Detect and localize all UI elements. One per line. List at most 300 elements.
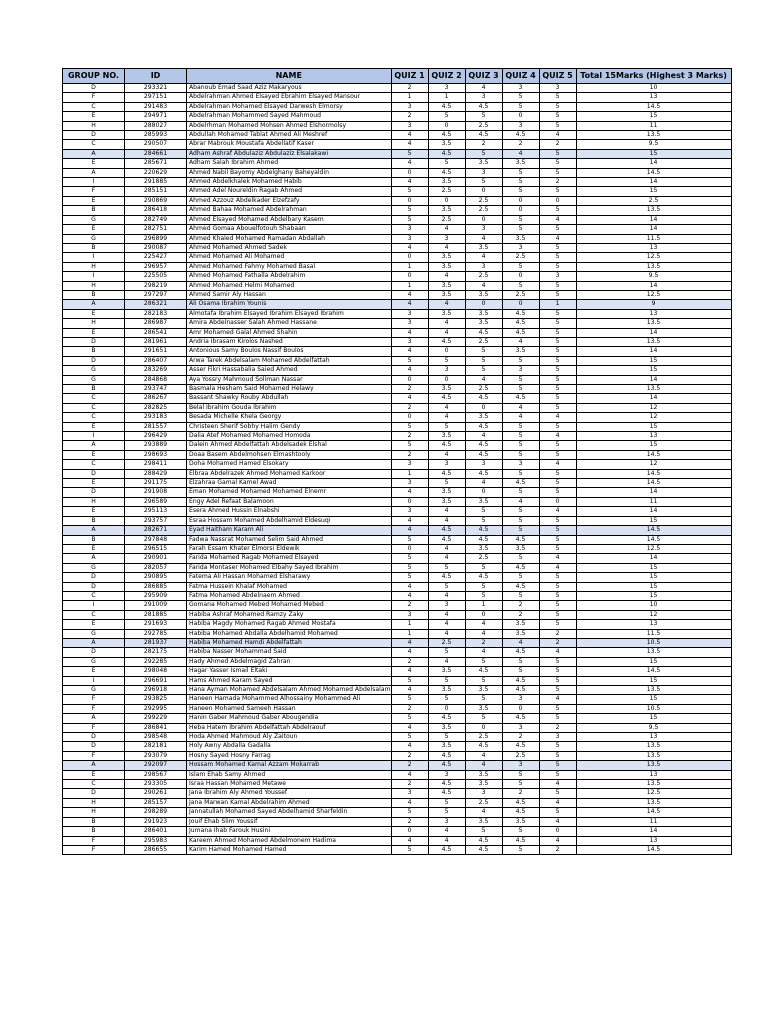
quiz-4-cell: 4.5 — [502, 563, 539, 572]
quiz-1-cell: 5 — [391, 714, 428, 723]
id-cell: 293825 — [125, 695, 187, 704]
quiz-2-cell: 4.5 — [428, 337, 465, 346]
quiz-3-cell: 4.5 — [465, 742, 502, 751]
id-cell: 297151 — [125, 93, 187, 102]
quiz-1-cell: 5 — [391, 206, 428, 215]
quiz-1-cell: 0 — [391, 827, 428, 836]
name-cell: Ahmed Gomaa Abouelfotouh Shabaan — [187, 225, 392, 234]
name-cell: Habiba Magdy Mohamed Ragab Ahmed Mostafa — [187, 620, 392, 629]
name-cell: Abdullah Mohamed Tablat Ahmed Ali Meshref — [187, 131, 392, 140]
name-cell: Ahmed Bahaa Mohamed Abdelrahman — [187, 206, 392, 215]
total-cell: 11.5 — [576, 629, 731, 638]
quiz-3-cell: 4.5 — [465, 441, 502, 450]
quiz-1-cell: 4 — [391, 582, 428, 591]
table-body — [63, 84, 732, 855]
quiz-5-cell: 5 — [539, 168, 576, 177]
id-cell: 298693 — [125, 450, 187, 459]
id-cell: 290261 — [125, 789, 187, 798]
table-row — [63, 413, 732, 422]
quiz-5-cell: 5 — [539, 526, 576, 535]
group-cell: G — [63, 366, 125, 375]
quiz-4-cell: 0 — [502, 704, 539, 713]
quiz-4-cell: 5 — [502, 356, 539, 365]
quiz-1-cell: 4 — [391, 648, 428, 657]
table-row — [63, 196, 732, 205]
quiz-1-cell: 2 — [391, 761, 428, 770]
quiz-5-cell: 4 — [539, 780, 576, 789]
total-cell: 13.5 — [576, 751, 731, 760]
quiz-2-cell: 2.5 — [428, 638, 465, 647]
quiz-2-cell: 4 — [428, 620, 465, 629]
id-cell: 286541 — [125, 328, 187, 337]
quiz-4-cell: 3.5 — [502, 234, 539, 243]
quiz-2-cell: 0 — [428, 196, 465, 205]
group-cell: B — [63, 243, 125, 252]
quiz-2-cell: 3 — [428, 234, 465, 243]
quiz-2-cell: 3 — [428, 817, 465, 826]
group-cell: E — [63, 507, 125, 516]
name-cell: Engy Adel Refaat Balamoon — [187, 497, 392, 506]
total-cell: 14.5 — [576, 469, 731, 478]
name-cell: Jouif Ehab Slim Youssif — [187, 817, 392, 826]
quiz-3-cell: 4.5 — [465, 328, 502, 337]
table-row — [63, 432, 732, 441]
quiz-1-cell: 3 — [391, 460, 428, 469]
quiz-5-cell: 5 — [539, 262, 576, 271]
quiz-5-cell: 4 — [539, 460, 576, 469]
total-cell: 13.5 — [576, 385, 731, 394]
table-row — [63, 676, 732, 685]
quiz-2-cell: 4.5 — [428, 469, 465, 478]
quiz-2-cell: 5 — [428, 582, 465, 591]
quiz-3-cell: 2.5 — [465, 272, 502, 281]
quiz-5-cell: 3 — [539, 733, 576, 742]
quiz-5-cell: 5 — [539, 535, 576, 544]
quiz-4-cell: 4 — [502, 149, 539, 158]
quiz-5-cell: 5 — [539, 761, 576, 770]
name-cell: Besada Michelle Khela Georgy — [187, 413, 392, 422]
group-cell: D — [63, 733, 125, 742]
id-cell: 286885 — [125, 582, 187, 591]
table-row — [63, 140, 732, 149]
name-cell: Abdelrhman Mohamed Mohsen Ahmed Elshormolsy — [187, 121, 392, 130]
group-cell: C — [63, 403, 125, 412]
quiz-5-cell: 5 — [539, 676, 576, 685]
name-cell: Ahmed Mohamed Ali Mohamed — [187, 253, 392, 262]
quiz-4-cell: 3 — [502, 366, 539, 375]
group-cell: A — [63, 441, 125, 450]
quiz-3-cell: 5 — [465, 563, 502, 572]
id-cell: 225427 — [125, 253, 187, 262]
group-cell: I — [63, 272, 125, 281]
name-cell: Dalia Atef Mohamed Mohamed Homoda — [187, 432, 392, 441]
total-cell: 15 — [576, 582, 731, 591]
name-cell: Esraa Hossam Mohamed Abdelhamid Eldesuqi — [187, 516, 392, 525]
table-row — [63, 450, 732, 459]
id-cell: 286655 — [125, 845, 187, 854]
quiz-2-cell: 3.5 — [428, 385, 465, 394]
quiz-2-cell: 4 — [428, 272, 465, 281]
quiz-5-cell: 5 — [539, 441, 576, 450]
name-cell: Ahmed Samir Aly Hassan — [187, 290, 392, 299]
quiz-1-cell: 1 — [391, 281, 428, 290]
quiz-2-cell: 4.5 — [428, 780, 465, 789]
quiz-1-cell: 2 — [391, 657, 428, 666]
quiz-3-cell: 4 — [465, 234, 502, 243]
total-cell: 15 — [576, 441, 731, 450]
id-cell: 220629 — [125, 168, 187, 177]
quiz-3-cell: 4.5 — [465, 836, 502, 845]
id-cell: 293889 — [125, 441, 187, 450]
group-cell: C — [63, 413, 125, 422]
quiz-4-cell: 5 — [502, 667, 539, 676]
group-cell: E — [63, 112, 125, 121]
header-quiz-5: QUIZ 5 — [539, 69, 576, 84]
quiz-1-cell: 2 — [391, 112, 428, 121]
group-cell: C — [63, 140, 125, 149]
name-cell: Ahmed Abdelkhalek Mohamed Habib — [187, 178, 392, 187]
quiz-2-cell: 4.5 — [428, 845, 465, 854]
table-row — [63, 544, 732, 553]
quiz-2-cell: 5 — [428, 648, 465, 657]
quiz-5-cell: 3 — [539, 84, 576, 93]
quiz-1-cell: 5 — [391, 733, 428, 742]
name-cell: Heba Hatem Ibrahim Abdelfattah Abdelraouf — [187, 723, 392, 732]
group-cell: F — [63, 187, 125, 196]
quiz-1-cell: 0 — [391, 497, 428, 506]
quiz-1-cell: 4 — [391, 591, 428, 600]
quiz-3-cell: 5 — [465, 695, 502, 704]
table-row — [63, 695, 732, 704]
quiz-4-cell: 5 — [502, 385, 539, 394]
quiz-3-cell: 5 — [465, 112, 502, 121]
quiz-3-cell: 4 — [465, 479, 502, 488]
quiz-4-cell: 2.5 — [502, 751, 539, 760]
quiz-5-cell: 0 — [539, 827, 576, 836]
quiz-4-cell: 2.5 — [502, 290, 539, 299]
quiz-2-cell: 4 — [428, 243, 465, 252]
quiz-2-cell: 5 — [428, 159, 465, 168]
quiz-5-cell: 5 — [539, 93, 576, 102]
group-cell: C — [63, 591, 125, 600]
quiz-1-cell: 1 — [391, 629, 428, 638]
total-cell: 11 — [576, 497, 731, 506]
total-cell: 14.5 — [576, 168, 731, 177]
id-cell: 292097 — [125, 761, 187, 770]
id-cell: 293183 — [125, 413, 187, 422]
quiz-3-cell: 4.5 — [465, 526, 502, 535]
id-cell: 293747 — [125, 385, 187, 394]
quiz-2-cell: 5 — [428, 808, 465, 817]
table-row — [63, 601, 732, 610]
quiz-4-cell: 4.5 — [502, 798, 539, 807]
quiz-3-cell: 3.5 — [465, 243, 502, 252]
table-row — [63, 102, 732, 111]
quiz-3-cell: 2.5 — [465, 554, 502, 563]
total-cell: 9.5 — [576, 140, 731, 149]
name-cell: Ahmed Nabil Bayomy Abdelghany Baheyaldin — [187, 168, 392, 177]
group-cell: E — [63, 159, 125, 168]
quiz-3-cell: 4.5 — [465, 450, 502, 459]
quiz-1-cell: 3 — [391, 337, 428, 346]
quiz-1-cell: 1 — [391, 93, 428, 102]
table-row — [63, 827, 732, 836]
group-cell: D — [63, 648, 125, 657]
quiz-3-cell: 4 — [465, 375, 502, 384]
quiz-1-cell: 5 — [391, 573, 428, 582]
quiz-1-cell: 4 — [391, 140, 428, 149]
quiz-5-cell: 2 — [539, 845, 576, 854]
quiz-4-cell: 5 — [502, 375, 539, 384]
id-cell: 296899 — [125, 234, 187, 243]
quiz-4-cell: 5 — [502, 526, 539, 535]
table-row — [63, 290, 732, 299]
id-cell: 282751 — [125, 225, 187, 234]
id-cell: 291175 — [125, 479, 187, 488]
quiz-3-cell: 2.5 — [465, 196, 502, 205]
quiz-3-cell: 4.5 — [465, 573, 502, 582]
quiz-1-cell: 3 — [391, 309, 428, 318]
table-row — [63, 573, 732, 582]
quiz-2-cell: 3.5 — [428, 309, 465, 318]
quiz-2-cell: 3.5 — [428, 281, 465, 290]
table-row — [63, 751, 732, 760]
total-cell: 15 — [576, 563, 731, 572]
quiz-3-cell: 4 — [465, 751, 502, 760]
total-cell: 14 — [576, 507, 731, 516]
id-cell: 225505 — [125, 272, 187, 281]
total-cell: 15 — [576, 676, 731, 685]
quiz-2-cell: 3.5 — [428, 497, 465, 506]
quiz-1-cell: 3 — [391, 610, 428, 619]
quiz-4-cell: 4.5 — [502, 394, 539, 403]
total-cell: 13 — [576, 836, 731, 845]
quiz-4-cell: 3.5 — [502, 629, 539, 638]
quiz-4-cell: 2 — [502, 789, 539, 798]
quiz-2-cell: 4.5 — [428, 761, 465, 770]
table-row — [63, 488, 732, 497]
name-cell: Adham Salah Ibrahim Ahmed — [187, 159, 392, 168]
total-cell: 9 — [576, 300, 731, 309]
table-row — [63, 243, 732, 252]
quiz-3-cell: 5 — [465, 356, 502, 365]
quiz-2-cell: 3 — [428, 601, 465, 610]
total-cell: 13 — [576, 770, 731, 779]
id-cell: 285671 — [125, 159, 187, 168]
table-row — [63, 742, 732, 751]
name-cell: Elzahraa Gamal Kamel Awad — [187, 479, 392, 488]
group-cell: B — [63, 827, 125, 836]
quiz-5-cell: 5 — [539, 714, 576, 723]
name-cell: Gomana Mohamed Mebed Mohamed Mebed — [187, 601, 392, 610]
quiz-3-cell: 4 — [465, 648, 502, 657]
quiz-1-cell: 0 — [391, 253, 428, 262]
name-cell: Antonious Samy Boulos Nassif Boulos — [187, 347, 392, 356]
name-cell: Karim Hamed Mohamed Hamed — [187, 845, 392, 854]
quiz-3-cell: 3 — [465, 93, 502, 102]
quiz-5-cell: 4 — [539, 413, 576, 422]
quiz-1-cell: 0 — [391, 413, 428, 422]
quiz-5-cell: 0 — [539, 497, 576, 506]
name-cell: Ali Osama Ibrahim Younis — [187, 300, 392, 309]
id-cell: 288027 — [125, 121, 187, 130]
total-cell: 15 — [576, 714, 731, 723]
quiz-3-cell: 3 — [465, 225, 502, 234]
name-cell: Arwa Tarek Abdelsalam Mohamed Abdelfattah — [187, 356, 392, 365]
id-cell: 282749 — [125, 215, 187, 224]
id-cell: 298048 — [125, 667, 187, 676]
table-row — [63, 817, 732, 826]
id-cell: 282183 — [125, 309, 187, 318]
quiz-3-cell: 1 — [465, 601, 502, 610]
id-cell: 293321 — [125, 84, 187, 93]
name-cell: Aya Yossry Mahmoud Soliman Nassar — [187, 375, 392, 384]
quiz-4-cell: 5 — [502, 469, 539, 478]
quiz-4-cell: 5 — [502, 281, 539, 290]
name-cell: Hoda Ahmed Mahmoud Aly Zaitoun — [187, 733, 392, 742]
quiz-4-cell: 4 — [502, 403, 539, 412]
id-cell: 298411 — [125, 460, 187, 469]
quiz-4-cell: 3 — [502, 695, 539, 704]
id-cell: 294971 — [125, 112, 187, 121]
quiz-3-cell: 5 — [465, 827, 502, 836]
quiz-3-cell: 5 — [465, 347, 502, 356]
quiz-1-cell: 3 — [391, 479, 428, 488]
quiz-3-cell: 5 — [465, 149, 502, 158]
header-id: ID — [125, 69, 187, 84]
total-cell: 14.5 — [576, 526, 731, 535]
quiz-5-cell: 5 — [539, 422, 576, 431]
quiz-1-cell: 4 — [391, 526, 428, 535]
id-cell: 282181 — [125, 742, 187, 751]
quiz-5-cell: 5 — [539, 243, 576, 252]
quiz-3-cell: 4 — [465, 629, 502, 638]
quiz-5-cell: 4 — [539, 817, 576, 826]
quiz-5-cell: 2 — [539, 638, 576, 647]
quiz-1-cell: 4 — [391, 836, 428, 845]
total-cell: 15 — [576, 516, 731, 525]
quiz-3-cell: 4.5 — [465, 102, 502, 111]
quiz-5-cell: 5 — [539, 375, 576, 384]
total-cell: 15 — [576, 422, 731, 431]
quiz-3-cell: 4 — [465, 281, 502, 290]
name-cell: Christeen Sherif Sobhy Halim Gendy — [187, 422, 392, 431]
quiz-1-cell: 5 — [391, 554, 428, 563]
total-cell: 14 — [576, 488, 731, 497]
group-cell: G — [63, 629, 125, 638]
group-cell: D — [63, 573, 125, 582]
id-cell: 282671 — [125, 526, 187, 535]
group-cell: D — [63, 84, 125, 93]
table-row — [63, 620, 732, 629]
quiz-3-cell: 2 — [465, 140, 502, 149]
total-cell: 12 — [576, 403, 731, 412]
quiz-1-cell: 1 — [391, 620, 428, 629]
total-cell: 13.5 — [576, 780, 731, 789]
table-row — [63, 648, 732, 657]
quiz-2-cell: 4.5 — [428, 441, 465, 450]
quiz-3-cell: 2.5 — [465, 337, 502, 346]
quiz-2-cell: 5 — [428, 563, 465, 572]
quiz-4-cell: 5 — [502, 215, 539, 224]
name-cell: Fadwa Nassrat Mohamed Selim Said Ahmed — [187, 535, 392, 544]
group-cell: H — [63, 121, 125, 130]
quiz-4-cell: 5 — [502, 516, 539, 525]
quiz-3-cell: 0 — [465, 403, 502, 412]
quiz-3-cell: 3 — [465, 460, 502, 469]
name-cell: Ahmed Mohamed Fahmy Mohamed Basal — [187, 262, 392, 271]
total-cell: 11 — [576, 121, 731, 130]
table-row — [63, 704, 732, 713]
quiz-2-cell: 5 — [428, 798, 465, 807]
quiz-4-cell: 0 — [502, 196, 539, 205]
group-cell: B — [63, 347, 125, 356]
quiz-3-cell: 5 — [465, 714, 502, 723]
quiz-3-cell: 0 — [465, 610, 502, 619]
group-cell: A — [63, 714, 125, 723]
id-cell: 290087 — [125, 243, 187, 252]
table-row — [63, 526, 732, 535]
table-row — [63, 375, 732, 384]
quiz-5-cell: 5 — [539, 808, 576, 817]
quiz-4-cell: 4 — [502, 497, 539, 506]
quiz-5-cell: 5 — [539, 337, 576, 346]
quiz-5-cell: 2 — [539, 140, 576, 149]
id-cell: 291923 — [125, 817, 187, 826]
quiz-4-cell: 5 — [502, 770, 539, 779]
quiz-1-cell: 4 — [391, 159, 428, 168]
group-cell: E — [63, 620, 125, 629]
group-cell: H — [63, 319, 125, 328]
id-cell: 290507 — [125, 140, 187, 149]
quiz-3-cell: 5 — [465, 591, 502, 600]
quiz-1-cell: 4 — [391, 770, 428, 779]
quiz-2-cell: 4 — [428, 610, 465, 619]
name-cell: Habiba Mohamed Abdalla Abdelhamid Mohamed — [187, 629, 392, 638]
name-cell: Doha Mohamed Hamed Elsokary — [187, 460, 392, 469]
quiz-5-cell: 4 — [539, 215, 576, 224]
name-cell: Eman Mohamed Mohamed Mohamed Elnemr — [187, 488, 392, 497]
quiz-5-cell: 0 — [539, 196, 576, 205]
name-cell: Esera Ahmed Hussin Elnabshi — [187, 507, 392, 516]
quiz-3-cell: 4.5 — [465, 469, 502, 478]
grades-table — [62, 68, 732, 855]
quiz-4-cell: 5 — [502, 178, 539, 187]
quiz-5-cell: 2 — [539, 629, 576, 638]
quiz-3-cell: 4 — [465, 84, 502, 93]
id-cell: 291693 — [125, 620, 187, 629]
name-cell: Farida Mohamed Ragab Mohamed Elsayed — [187, 554, 392, 563]
quiz-2-cell: 0 — [428, 121, 465, 130]
id-cell: 281937 — [125, 638, 187, 647]
quiz-2-cell: 4.5 — [428, 573, 465, 582]
name-cell: Abdelrahman Ahmed Elsayed Ebrahim Elsayed Mansour — [187, 93, 392, 102]
quiz-3-cell: 5 — [465, 657, 502, 666]
name-cell: Ahmed Azzouz Abdelkader Elzefzafy — [187, 196, 392, 205]
table-row — [63, 798, 732, 807]
group-cell: I — [63, 676, 125, 685]
id-cell: 286321 — [125, 300, 187, 309]
quiz-1-cell: 2 — [391, 450, 428, 459]
name-cell: Jana Marwan Kamal Abdelrahim Ahmed — [187, 798, 392, 807]
total-cell: 9.5 — [576, 723, 731, 732]
quiz-5-cell: 5 — [539, 281, 576, 290]
id-cell: 296515 — [125, 544, 187, 553]
table-row — [63, 253, 732, 262]
total-cell: 14 — [576, 328, 731, 337]
quiz-1-cell: 5 — [391, 695, 428, 704]
quiz-3-cell: 0 — [465, 300, 502, 309]
